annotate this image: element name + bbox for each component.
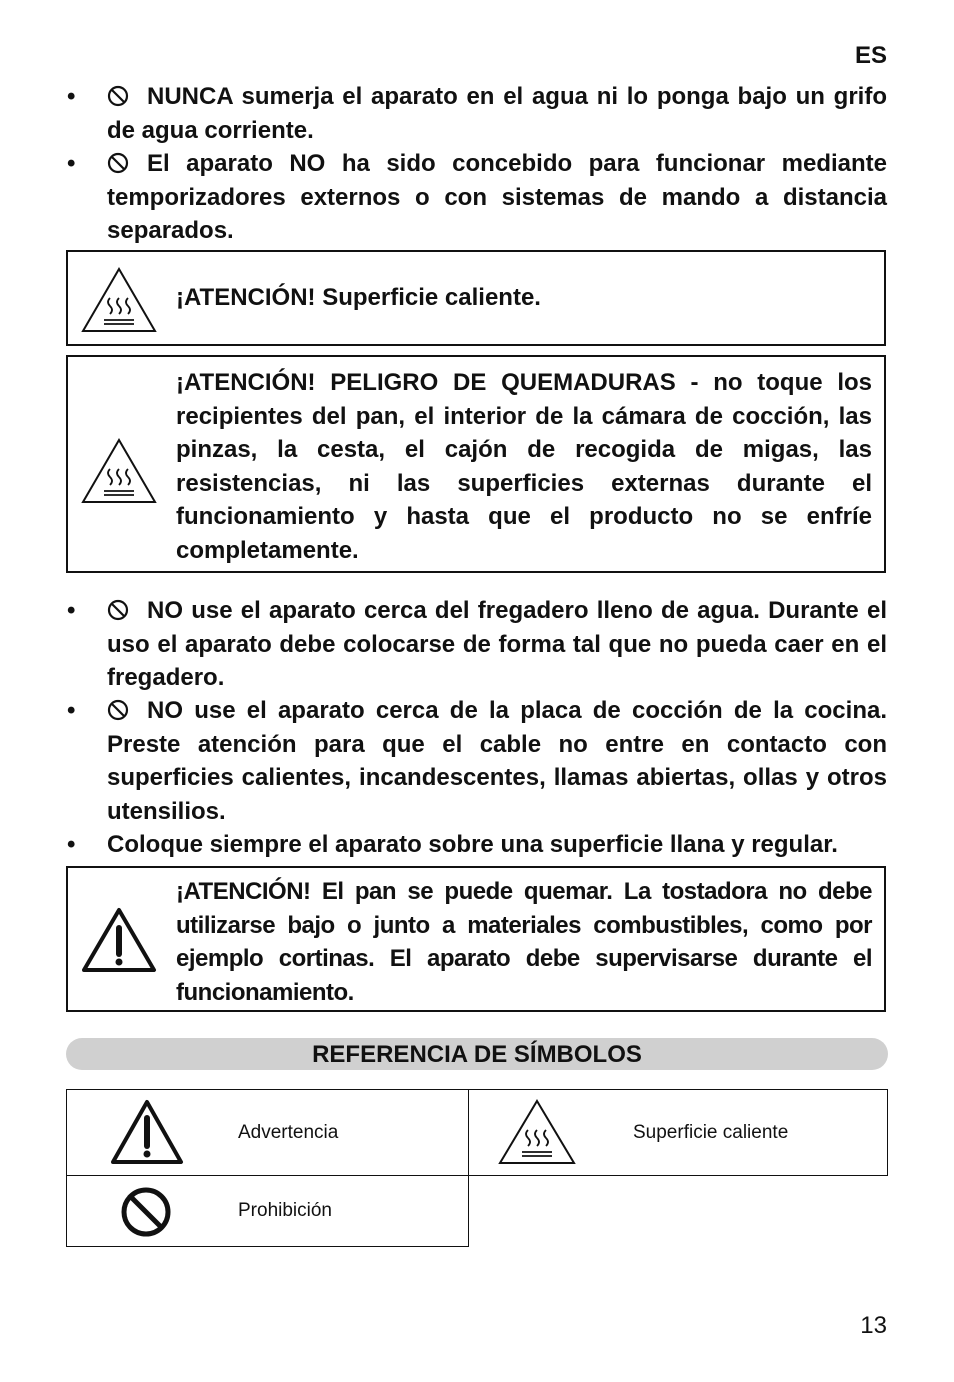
hot-surface-warning-box	[66, 250, 886, 346]
warning-triangle-icon	[109, 1098, 185, 1166]
bullet-dot: •	[67, 150, 76, 177]
burn-danger-warning-box	[66, 355, 886, 573]
bullet-dot: •	[67, 697, 76, 724]
symbol-label: Superficie caliente	[633, 1122, 789, 1143]
warning-text: ¡ATENCIÓN! Superficie caliente.	[176, 284, 541, 311]
warning-text: ¡ATENCIÓN! PELIGRO DE QUEMADURAS - no toque los recipientes del pan, el interior de la cámara de cocción, las pinzas, la cesta, el cajón de recogida de migas, las resistencias, ni las superficies externas durante el funcionamiento y hasta que el producto no se enfríe completamente.	[176, 369, 872, 564]
warning-text: ¡ATENCIÓN! El pan se puede quemar. La tostadora no debe utilizarse bajo o junto a materiales combustibles, como por ejemplo cortinas. El aparato debe supervisarse durante el funcionamiento.	[176, 878, 872, 1006]
bullet-text: NUNCA sumerja el aparato en el agua ni lo ponga bajo un grifo de agua corriente.	[107, 83, 887, 144]
symbol-cell-hot-surface	[469, 1090, 888, 1176]
symbol-label: Prohibición	[238, 1200, 332, 1221]
prohibition-icon	[107, 699, 129, 721]
prohibition-icon	[107, 152, 129, 174]
symbols-section-title: REFERENCIA DE SÍMBOLOS	[66, 1038, 888, 1070]
symbols-table	[66, 1089, 888, 1247]
bullet-text: El aparato NO ha sido concebido para funcionar mediante temporizadores externos o con sistemas de mando a distancia separados.	[107, 150, 887, 244]
warning-triangle-icon	[80, 906, 158, 974]
prohibition-icon	[107, 85, 129, 107]
prohibition-icon	[107, 599, 129, 621]
prohibition-icon	[120, 1186, 172, 1238]
symbol-label: Advertencia	[238, 1122, 339, 1143]
bullet-item	[67, 80, 887, 147]
bread-burn-warning-box	[66, 866, 886, 1012]
symbol-cell-prohibition	[67, 1176, 469, 1247]
bullet-dot: •	[67, 831, 76, 858]
bullet-text: NO use el aparato cerca del fregadero lleno de agua. Durante el uso el aparato debe colocarse de forma tal que no pueda caer en el fregadero.	[107, 597, 887, 691]
bullet-text: Coloque siempre el aparato sobre una superficie llana y regular.	[107, 831, 838, 858]
hot-surface-icon	[80, 266, 158, 334]
bullet-item	[67, 147, 887, 248]
bullet-item	[67, 694, 887, 828]
language-code: ES	[854, 42, 887, 69]
hot-surface-icon	[497, 1098, 577, 1166]
bullet-dot: •	[67, 83, 76, 110]
bullet-text: NO use el aparato cerca de la placa de cocción de la cocina. Preste atención para que el cable no entre en contacto con superficies calientes, incandescentes, llamas abiertas, ollas y otros utensilios.	[107, 697, 887, 825]
bullet-item	[67, 828, 887, 862]
symbol-cell-warning	[67, 1090, 469, 1176]
page-number: 13	[860, 1312, 887, 1339]
symbol-cell-empty	[469, 1176, 888, 1247]
bullet-dot: •	[67, 597, 76, 624]
bullet-item	[67, 594, 887, 695]
hot-surface-icon	[80, 437, 158, 505]
